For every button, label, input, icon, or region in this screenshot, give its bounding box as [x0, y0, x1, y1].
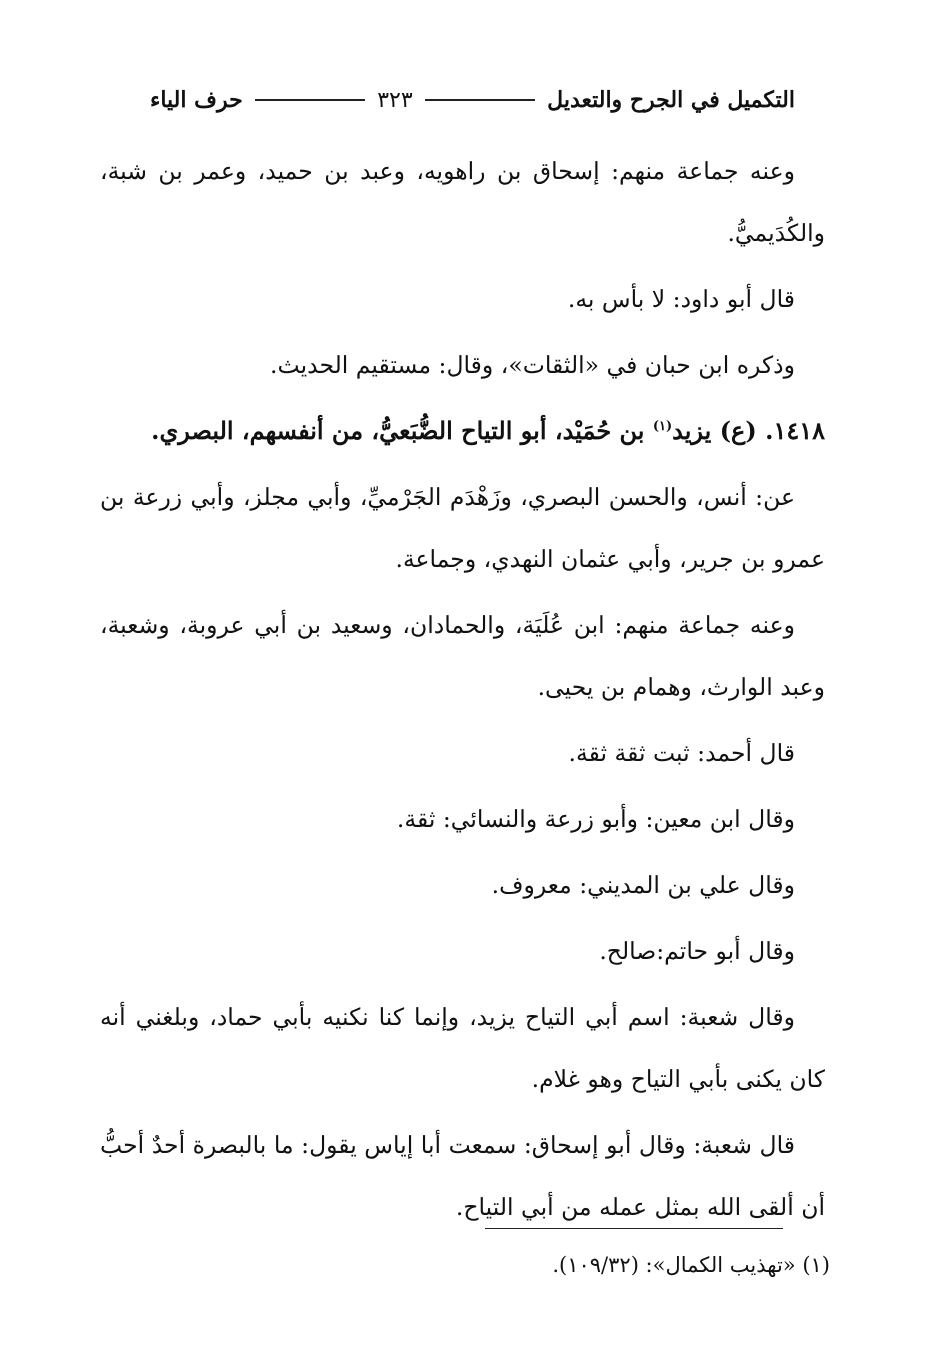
paragraph: عن: أنس، والحسن البصري، وزَهْدَم الجَرْميِّ، وأبي مجلز، وأبي زرعة بن عمرو بن جرير، وأبي عثمان النهدي، وجماعة.: [100, 483, 825, 573]
running-head: [150, 80, 795, 120]
footnote-divider: [485, 1228, 783, 1229]
body-text: [100, 140, 825, 1242]
entry-rest: بن حُمَيْد، أبو التياح الضُّبَعيُّ، من أنفسهم، البصري.: [151, 416, 645, 445]
paragraph: وقال علي بن المديني: معروف.: [491, 871, 795, 899]
entry-number: ١٤١٨: [773, 416, 825, 445]
paragraph: وقال ابن معين: وأبو زرعة والنسائي: ثقة.: [396, 805, 795, 833]
entry-heading: [100, 400, 825, 462]
paragraph: وقال أبو حاتم:صالح.: [599, 937, 795, 965]
entry-code: (ع): [719, 416, 757, 445]
header-dash: [425, 99, 536, 101]
book-title: التكميل في الجرح والتعديل: [547, 87, 795, 113]
paragraph: وقال شعبة: اسم أبي التياح يزيد، وإنما كنا نكنيه بأبي حماد، وبلغني أنه كان يكنى بأبي التياح وهو غلام.: [100, 1003, 825, 1093]
chapter-title: حرف الياء: [149, 87, 243, 113]
page-number: ٣٢٣: [377, 87, 413, 113]
paragraph: وعنه جماعة منهم: إسحاق بن راهويه، وعبد بن حميد، وعمر بن شبة، والكُدَيميُّ.: [100, 157, 825, 247]
footnote-marker[interactable]: (١): [652, 419, 673, 434]
header-dash: [255, 99, 366, 101]
paragraph: قال أبو داود: لا بأس به.: [567, 285, 795, 313]
paragraph: وعنه جماعة منهم: ابن عُلَيَة، والحمادان، وسعيد بن أبي عروبة، وشعبة، وعبد الوارث، وهمام بن يحيى.: [100, 611, 825, 701]
entry-dot: .: [756, 416, 774, 445]
paragraph: وذكره ابن حبان في «الثقات»، وقال: مستقيم الحديث.: [270, 351, 795, 379]
paragraph: قال شعبة: وقال أبو إسحاق: سمعت أبا إياس يقول: ما بالبصرة أحدٌ أحبُّ أن ألقى الله بمثل عمله من أبي التياح.: [100, 1131, 825, 1221]
entry-name: يزيد: [672, 416, 712, 445]
paragraph: قال أحمد: ثبت ثقة ثقة.: [568, 739, 795, 767]
footnote: (١) «تهذيب الكمال»: (١٠٩/٣٢).: [552, 1253, 830, 1277]
